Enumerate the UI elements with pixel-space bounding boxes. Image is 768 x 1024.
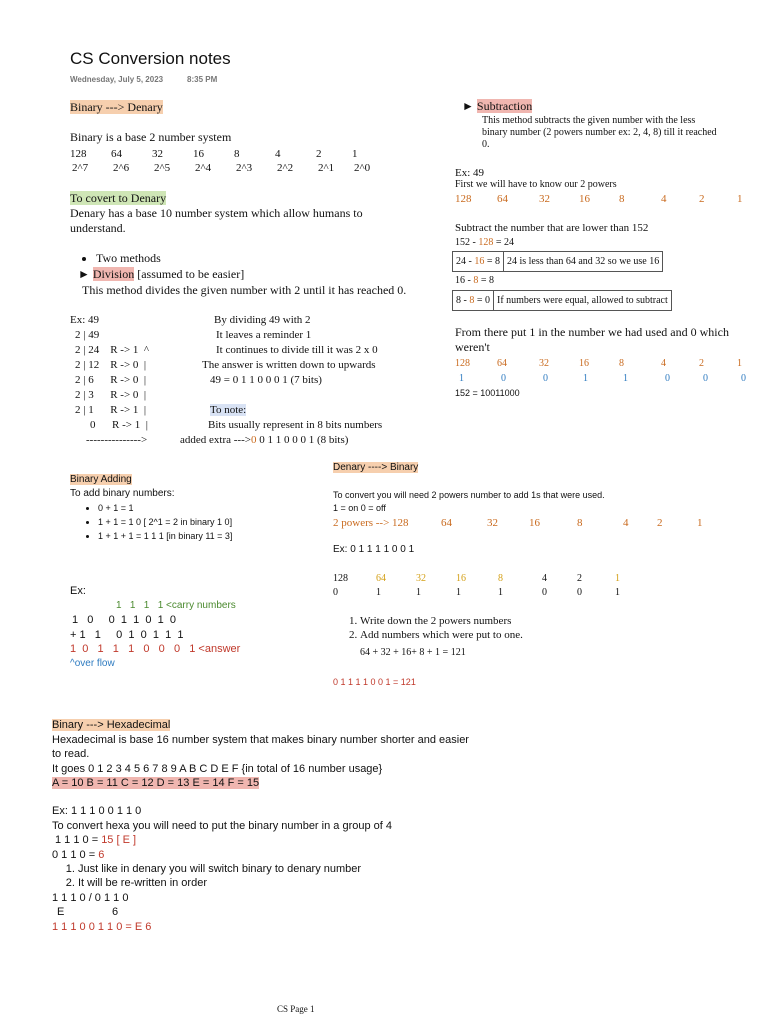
division-row-1: 2 | 49	[75, 329, 100, 341]
hex-desc-1: Hexadecimal is base 16 number system that makes binary number shorter and easier	[52, 734, 469, 746]
explain-1: By dividing 49 with 2	[214, 314, 311, 326]
subtraction-heading: Subtraction	[476, 99, 533, 113]
division-row-4: 2 | 6 R -> 0 |	[75, 374, 147, 386]
denary-desc-1: Denary has a base 10 number system which allow humans to	[70, 206, 363, 220]
hex-ex: Ex: 1 1 1 0 0 1 1 0	[52, 805, 142, 817]
to-note-label: To note:	[210, 404, 247, 416]
hex-split-e: E	[57, 906, 65, 918]
binary-denary-heading: Binary ---> Denary	[70, 100, 163, 114]
explain-4: The answer is written down to upwards	[202, 359, 376, 371]
division-row-3: 2 | 12 R -> 0 |	[75, 359, 147, 371]
subtraction-desc-1: This method subtracts the given number with the less	[482, 115, 696, 126]
carry-numbers: 1 1 1 1 <carry numbers	[116, 600, 236, 611]
division-ex-label: Ex: 49	[70, 314, 100, 326]
triangle-icon: ►	[462, 99, 474, 113]
division-row-5: 2 | 3 R -> 0 |	[75, 389, 147, 401]
from-there-2: weren't	[455, 340, 490, 354]
division-label: Division	[92, 267, 135, 281]
page-footer: CS Page 1	[277, 1004, 315, 1014]
hex-result: 1 1 1 0 0 1 1 0 = E 6	[52, 921, 152, 933]
denary-powers-row: 2 powers --> 128 64 32 16 8 4 2 1	[333, 517, 703, 529]
division-row-8: --------------->	[86, 434, 148, 446]
division-line	[78, 267, 244, 282]
from-there-1: From there put 1 in the number we had used and 0 which	[455, 325, 729, 339]
subtraction-desc-2: binary number (2 powers number ex: 2, 4, 8) till it reached	[482, 127, 717, 138]
two-methods-bullet: • Two methods	[78, 251, 161, 266]
hex-split: 1 1 1 0 / 0 1 1 0	[52, 892, 129, 904]
binary-adding-intro: To add binary numbers:	[70, 488, 175, 499]
subtraction-result: 152 = 10011000	[455, 388, 520, 398]
division-row-2: 2 | 24 R -> 1 ^	[75, 344, 150, 356]
hex-split-6: 6	[112, 906, 119, 918]
step-4-note: If numbers were equal, allowed to subtract	[496, 295, 668, 306]
subtract-line: Subtract the number that are lower than 152	[455, 222, 649, 234]
explain-2: It leaves a reminder 1	[216, 329, 312, 341]
step-3: 16 - 8 = 8	[455, 275, 494, 286]
page-title: CS Conversion notes	[70, 49, 231, 68]
denary-bits-row: 0 1 1 1 1 0 0 1	[333, 587, 620, 598]
denary-binary-intro: To convert you will need 2 powers number to add 1s that were used.	[333, 490, 605, 500]
explain-3: It continues to divide till it was 2 x 0	[216, 344, 378, 356]
hex-goes: It goes 0 1 2 3 4 5 6 7 8 9 A B C D E F {in total of 16 number usage}	[52, 763, 383, 775]
step-2-note: 24 is less than 64 and 32 so we use 16	[506, 256, 660, 267]
adding-row-1: 1 0 0 1 1 0 1 0	[72, 614, 176, 626]
subtraction-heading-line	[462, 99, 532, 114]
page-date: Wednesday, July 5, 2023	[70, 75, 164, 84]
denary-values-row: 128 64 32 16 8 4 2 1	[333, 573, 620, 584]
overflow-note: ^over flow	[70, 658, 115, 669]
division-desc: This method divides the given number with 2 until it has reached 0.	[82, 283, 407, 297]
from-there-bits-row: 1 0 0 1 1 0 0 0	[459, 373, 746, 384]
denary-binary-heading: Denary ----> Binary	[333, 462, 419, 473]
added-extra-line: added extra --->0 0 1 1 0 0 0 1 (8 bits)	[180, 434, 349, 446]
page-time: 8:35 PM	[187, 75, 218, 84]
step-4-box: 8 - 8 = 0 If numbers were equal, allowed to subtract	[452, 290, 672, 311]
binary-adding-heading: Binary Adding	[70, 474, 132, 485]
step-2-box: 24 - 16 = 8 24 is less than 64 and 32 so we use 16	[452, 251, 663, 272]
to-convert-heading: To covert to Denary	[70, 191, 167, 205]
step-1: 152 - 128 = 24	[455, 237, 514, 248]
hex-group-1: 1 1 1 0 = 15 [ E ]	[55, 834, 137, 846]
adding-answer: 1 0 1 1 1 0 0 0 1 <answer	[70, 643, 241, 655]
binary-intro: Binary is a base 2 number system	[70, 130, 232, 144]
adding-row-2: + 1 1 0 1 0 1 1 1	[70, 629, 184, 641]
denary-steps: 1. Write down the 2 powers numbers 2. Add numbers which were put to one.	[340, 614, 523, 642]
subtraction-desc-3: 0.	[482, 139, 490, 150]
from-there-powers-row: 128 64 32 16 8 4 2 1	[455, 358, 742, 369]
subtraction-first: First we will have to know our 2 powers	[455, 179, 617, 190]
binary-adding-ex-label: Ex:	[70, 585, 86, 597]
hex-steps: 1. Just like in denary you will switch binary to denary number 2. It will be re-written in order	[58, 862, 361, 890]
denary-result: 0 1 1 1 1 0 0 1 = 121	[333, 677, 416, 687]
hex-heading: Binary ---> Hexadecimal	[52, 719, 171, 731]
triangle-icon: ►	[78, 267, 90, 281]
binary-values-row: 128 64 32 16 8 4 2 1	[70, 148, 358, 160]
hex-group-2: 0 1 1 0 = 6	[52, 849, 105, 861]
division-row-7: 0 R -> 1 |	[90, 419, 148, 431]
denary-desc-2: understand.	[70, 221, 126, 235]
explain-5: 49 = 0 1 1 0 0 0 1 (7 bits)	[210, 374, 322, 386]
division-row-6: 2 | 1 R -> 1 |	[75, 404, 147, 416]
note-1: Bits usually represent in 8 bits numbers	[208, 419, 383, 431]
subtraction-powers-row: 128 64 32 16 8 4 2 1	[455, 193, 743, 205]
denary-sum: 64 + 32 + 16+ 8 + 1 = 121	[360, 647, 466, 658]
denary-binary-ex: Ex: 0 1 1 1 1 0 0 1	[333, 544, 415, 555]
binary-powers-row: 2^7 2^6 2^5 2^4 2^3 2^2 2^1 2^0	[72, 162, 371, 174]
hex-desc-2: to read.	[52, 748, 90, 760]
hex-convert: To convert hexa you will need to put the binary number in a group of 4	[52, 820, 392, 832]
on-off: 1 = on 0 = off	[333, 503, 386, 513]
subtraction-ex-label: Ex: 49	[455, 167, 485, 179]
binary-adding-rules: • 0 + 1 = 1 • 1 + 1 = 1 0 [ 2^1 = 2 in binary 1 0] • 1 + 1 + 1 = 1 1 1 [in binary 11 = 3]	[80, 501, 232, 543]
division-note: [assumed to be easier]	[137, 267, 245, 281]
hex-letters: A = 10 B = 11 C = 12 D = 13 E = 14 F = 15	[52, 777, 260, 789]
